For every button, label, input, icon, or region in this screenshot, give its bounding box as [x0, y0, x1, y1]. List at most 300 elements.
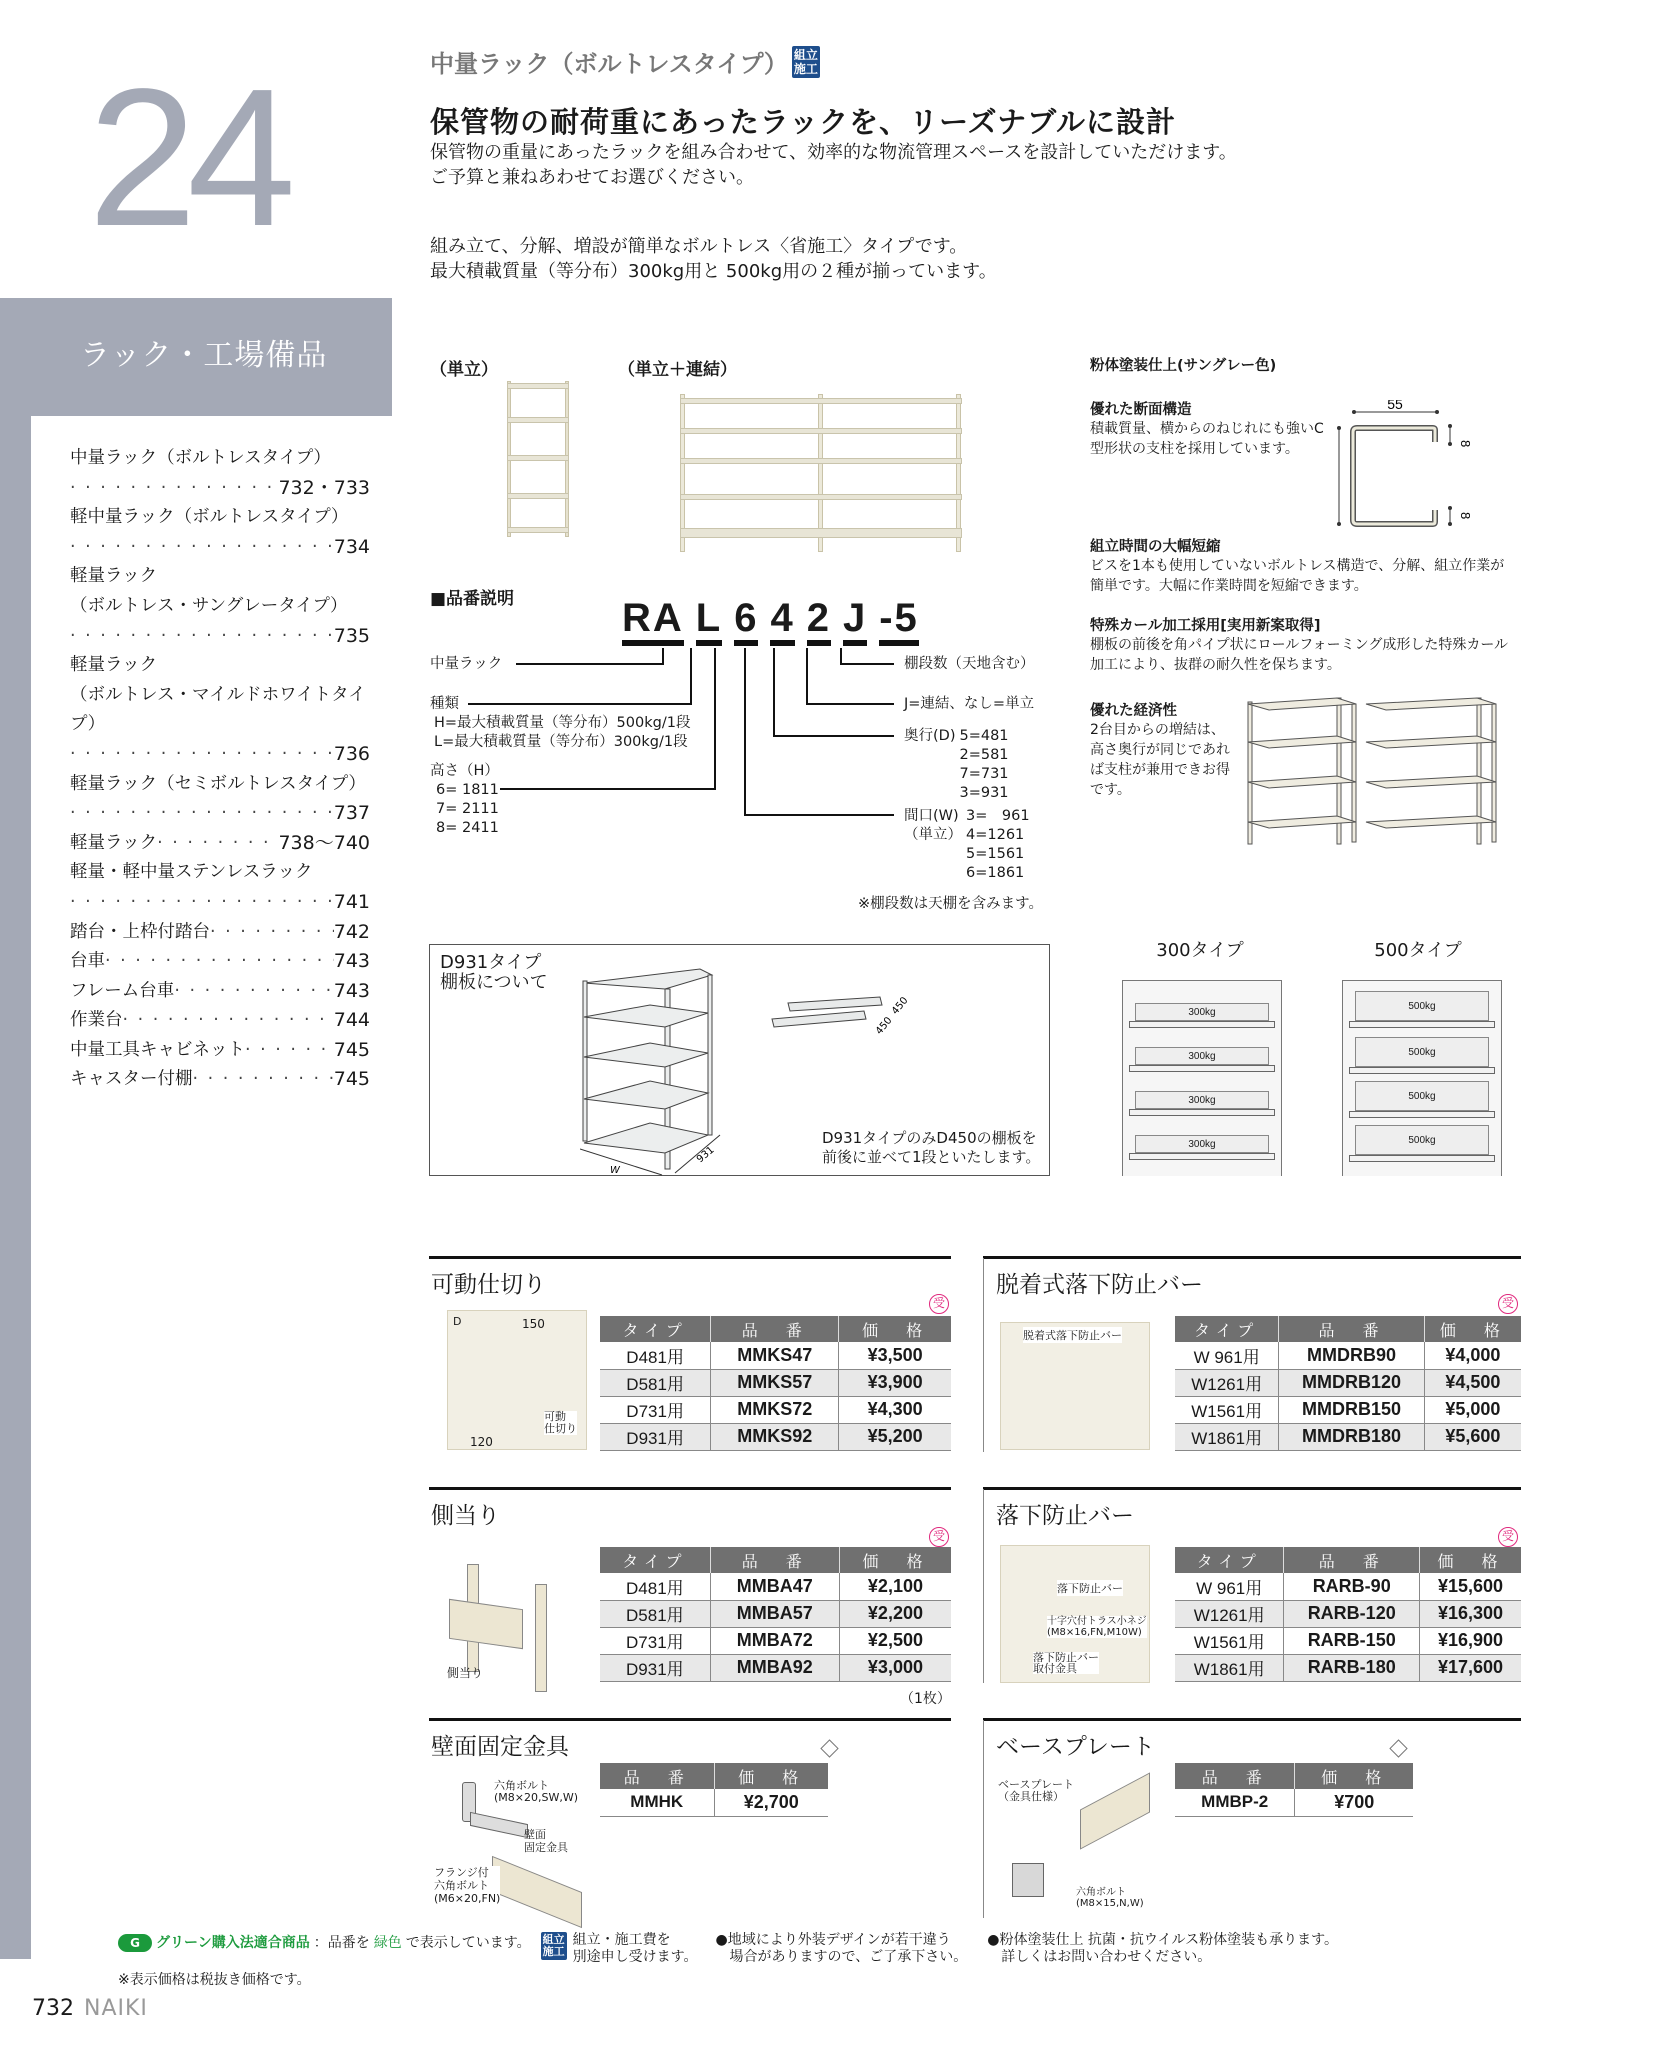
note-line: 組立・施工費を [572, 1932, 671, 1948]
cell-price: ¥5,000 [1424, 1396, 1521, 1423]
feature-text: ビスを1本も使用していないボルトレス構造で、分解、組立作業が簡単です。大幅に作業時間を短縮できます。 [1090, 558, 1505, 594]
lead-text-2 [430, 234, 997, 284]
callout [1076, 1887, 1144, 1909]
column-header-code: 品 番 [710, 1547, 839, 1573]
badge-line2: 施工 [542, 1945, 565, 1958]
section-title-removable-bar: 脱着式落下防止バー [996, 1272, 1203, 1298]
section-rule [983, 1256, 1521, 1259]
feature-title: 特殊カール加工採用[実用新案取得] [1090, 618, 1321, 634]
code-part: 6 [734, 598, 758, 646]
section-title-base-plate: ベースプレート [996, 1734, 1155, 1760]
section-rule [983, 1487, 1521, 1490]
shelf-board [1129, 1109, 1275, 1116]
column-header-code: 品 番 [1284, 1547, 1420, 1573]
cell-price: ¥2,200 [839, 1600, 951, 1627]
c-channel-diagram [1335, 400, 1475, 535]
width-option: 5=1561 [966, 846, 1025, 862]
photo-label-linked: （単立＋連結） [618, 360, 737, 380]
connector-line [500, 788, 716, 790]
callout [998, 1779, 1074, 1803]
table-row [1175, 1396, 1521, 1423]
d931-title [440, 953, 548, 993]
drop-bar-table [1175, 1547, 1521, 1682]
cell-price: ¥16,900 [1420, 1627, 1521, 1654]
photo-label-single: （単立） [430, 360, 498, 380]
connector-line [840, 663, 894, 665]
d931-title-line: 棚板について [440, 972, 548, 993]
toc-page: 743 [333, 979, 370, 1002]
cell-code: MMBA47 [710, 1573, 839, 1600]
diamond-mark-icon [1389, 1739, 1407, 1757]
toc-item[interactable] [70, 503, 370, 562]
cell-price: ¥4,000 [1424, 1342, 1521, 1369]
toc-title: 軽量ラック [70, 832, 158, 853]
toc-item[interactable] [70, 1006, 370, 1036]
code-part: 4 [770, 598, 794, 646]
green-word: 緑色 [373, 1934, 402, 1951]
leader-dots [70, 888, 334, 918]
feature-text: 積載質量、横からのねじれにも強いC型形状の支柱を採用しています。 [1090, 421, 1324, 457]
feature-item [1090, 699, 1230, 800]
order-mark-icon: 受 [929, 1294, 949, 1314]
partition-illustration [447, 1310, 587, 1450]
column-header-price: 価 格 [839, 1316, 951, 1342]
cell-price: ¥4,500 [1424, 1369, 1521, 1396]
depth-option: 2=581 [959, 747, 1009, 763]
diamond-mark-icon [820, 1739, 838, 1757]
toc-page: 734 [333, 535, 370, 558]
callout: 120 [470, 1435, 493, 1449]
green-label: グリーン購入法適合商品 [156, 1934, 310, 1951]
d931-dim-a: 450 [889, 995, 911, 1017]
toc-title: （ボルトレス・マイルドホワイトタイプ） [70, 684, 366, 735]
lead-line: ご予算と兼ねあわせてお選びください。 [430, 167, 754, 188]
callout-line: 固定金具 [524, 1841, 568, 1854]
table-row [600, 1342, 951, 1369]
leader-dots [70, 740, 334, 770]
headline: 保管物の耐荷重にあったラックを、リーズナブルに設計 [430, 105, 1176, 139]
coating-note [987, 1932, 1338, 1966]
series-name: 中量ラック（ボルトレスタイプ） [430, 50, 788, 78]
assembly-note [573, 1932, 698, 1966]
code-part: 2 [807, 598, 831, 646]
callout-line: （金具仕様） [998, 1790, 1064, 1803]
section-rule [983, 1718, 1521, 1721]
drop-bar-illustration [1000, 1545, 1150, 1683]
cell-code: MMKS72 [711, 1396, 839, 1423]
callout-line: 六角ボルト [434, 1879, 489, 1892]
callout-line: (M8×16,FN,M10W) [1047, 1627, 1142, 1638]
d931-dim-w: W [610, 1165, 620, 1176]
page-footer [32, 1996, 148, 2021]
d931-note-line: D931タイプのみD450の棚板を [822, 1129, 1037, 1147]
assembly-badge [541, 1932, 567, 1960]
toc-title: 軽量ラック [70, 566, 158, 587]
cell-code: MMKS47 [711, 1342, 839, 1369]
green-purchase-icon: G [118, 1934, 152, 1952]
feature-title: 組立時間の大幅短縮 [1090, 539, 1221, 555]
d931-note [822, 1129, 1040, 1167]
leader-dots [70, 622, 334, 652]
cell-code: MMHK [600, 1789, 714, 1816]
divider [983, 1258, 984, 1452]
footer-notes [118, 1932, 1338, 1966]
shelf-board [1349, 1021, 1495, 1028]
callout-line: (M8×20,SW,W) [494, 1791, 579, 1804]
column-header-code: 品 番 [711, 1316, 839, 1342]
removable-bar-table [1175, 1316, 1521, 1451]
base-plate-illustration [1000, 1775, 1150, 1915]
callout: 150 [522, 1317, 545, 1331]
toc-title: 中量工具キャビネット [70, 1039, 245, 1060]
cell-code: MMBP-2 [1175, 1789, 1295, 1816]
section-rule [429, 1718, 951, 1721]
connector-line [806, 703, 894, 705]
badge-line2: 施工 [793, 61, 818, 76]
depth-option: 7=731 [959, 766, 1009, 782]
section-title-wall-bracket: 壁面固定金具 [431, 1734, 569, 1760]
type-title: 種類 [430, 696, 459, 712]
toc-page: 745 [333, 1068, 370, 1091]
callout-line: 仕切り [544, 1422, 577, 1435]
cell-price: ¥3,900 [839, 1369, 951, 1396]
cell-code: RARB-120 [1284, 1600, 1420, 1627]
cell-type: W1561用 [1175, 1396, 1279, 1423]
callout [1047, 1616, 1147, 1638]
code-label-depth [904, 727, 1009, 803]
note-line: 詳しくはお問い合わせください。 [1001, 1949, 1212, 1965]
toc-item[interactable] [70, 1036, 370, 1066]
divider [983, 1720, 984, 1918]
column-header-type: タイプ [600, 1547, 710, 1573]
callout [1033, 1652, 1099, 1674]
cell-code: MMBA57 [710, 1600, 839, 1627]
column-header-type: タイプ [1175, 1316, 1279, 1342]
code-label-width [904, 807, 1030, 883]
cell-code: MMDRB180 [1279, 1423, 1424, 1450]
load-300-diagram [1122, 980, 1282, 1176]
depth-option: 3=931 [959, 785, 1009, 801]
section-rule [429, 1487, 951, 1490]
section-rule [429, 1256, 951, 1259]
toc-title: 軽量ラック [70, 655, 158, 676]
cell-type: D581用 [600, 1600, 710, 1627]
column-header-price: 価 格 [1295, 1763, 1413, 1789]
cell-type: W 961用 [1175, 1573, 1284, 1600]
side-guard-table [600, 1547, 951, 1682]
height-option: 8= 2411 [436, 820, 499, 836]
callout-line: (M8×15,N,W) [1076, 1898, 1144, 1909]
load-box: 300kg [1135, 1003, 1269, 1021]
column-header-price: 価 格 [1420, 1547, 1521, 1573]
load-box: 500kg [1355, 1081, 1489, 1111]
category-label: ラック・工場備品 [80, 338, 328, 373]
feature-item [1090, 398, 1330, 459]
leader-dots [174, 977, 333, 1007]
connector-line [714, 648, 716, 790]
note-line: ●粉体塗装仕上 抗菌・抗ウイルス粉体塗装も承ります。 [987, 1932, 1338, 1948]
shelf-board [1129, 1021, 1275, 1028]
badge-line1: 組立 [793, 47, 818, 62]
cell-code: MMDRB90 [1279, 1342, 1424, 1369]
width-title: 間口(W) [904, 808, 959, 824]
feature-title: 優れた断面構造 [1090, 402, 1192, 418]
table-row [600, 1423, 951, 1450]
toc-item[interactable] [70, 562, 370, 651]
table-row [1175, 1627, 1521, 1654]
tax-note: ※表示価格は税抜き価格です。 [118, 1972, 311, 1988]
leader-dots [105, 947, 334, 977]
leader-dots [70, 474, 278, 504]
cell-price: ¥5,200 [839, 1423, 951, 1450]
side-guard-illustration [447, 1558, 587, 1698]
removable-bar-illustration [1000, 1322, 1150, 1450]
assembly-badge [792, 46, 820, 78]
table-row [1175, 1369, 1521, 1396]
callout [434, 1866, 500, 1905]
toc-item[interactable] [70, 977, 370, 1007]
series-title [430, 44, 820, 79]
economy-rack-illustration [1244, 690, 1504, 850]
feature-text: 棚板の前後を角パイプ状にロールフォーミング成形した特殊カール加工により、抜群の耐久性を保ちます。 [1090, 637, 1509, 673]
cell-price: ¥5,600 [1424, 1423, 1521, 1450]
cell-code: MMKS57 [711, 1369, 839, 1396]
callout-line: 十字穴付トラス小ネジ [1047, 1616, 1147, 1627]
toc-title: 踏台・上枠付踏台 [70, 921, 210, 942]
page-number: 732 [32, 1996, 74, 2021]
table-row [1175, 1423, 1521, 1450]
dim-lip-bottom: 8 [1458, 512, 1473, 520]
cell-type: D731用 [600, 1396, 711, 1423]
connector-line [662, 648, 664, 665]
load-box: 500kg [1355, 991, 1489, 1021]
toc-item[interactable] [70, 444, 370, 503]
callout-line: フランジ付 [434, 1866, 489, 1879]
table-row [1175, 1600, 1521, 1627]
load-500-diagram [1342, 980, 1502, 1176]
wall-bracket-table [600, 1763, 828, 1817]
note-line: 場合がありますので、ご了承下さい。 [729, 1949, 968, 1965]
load-box: 300kg [1135, 1047, 1269, 1065]
load-box: 300kg [1135, 1091, 1269, 1109]
cell-type: D481用 [600, 1342, 711, 1369]
callout-line: 六角ボルト [494, 1779, 549, 1792]
depth-option: 5=481 [959, 728, 1009, 744]
callout: D [453, 1315, 462, 1328]
connector-line [744, 648, 746, 816]
toc-title: 軽量・軽中量ステンレスラック [70, 862, 313, 883]
toc-page: 743 [333, 950, 370, 973]
column-header-code: 品 番 [600, 1763, 714, 1789]
column-header-price: 価 格 [714, 1763, 828, 1789]
feature-item [1090, 535, 1510, 596]
type-h: H=最大積載質量（等分布）500kg/1段 [434, 715, 691, 731]
toc-item[interactable] [70, 770, 370, 829]
shelf-board [1129, 1153, 1275, 1160]
wall-bracket-illustration [432, 1774, 582, 1914]
column-header-code: 品 番 [1175, 1763, 1295, 1789]
d931-dim-depth: 931 [694, 1144, 717, 1166]
code-label-series: 中量ラック [430, 656, 503, 672]
connector-line [516, 663, 664, 665]
toc-page: 738〜740 [278, 831, 370, 854]
column-header-code: 品 番 [1279, 1316, 1424, 1342]
leader-dots [157, 829, 278, 859]
dim-lip-top: 8 [1458, 440, 1473, 448]
toc-item[interactable] [70, 918, 370, 948]
toc-item[interactable] [70, 1065, 370, 1095]
lead-text [430, 140, 1237, 190]
cell-code: RARB-90 [1284, 1573, 1420, 1600]
table-row [600, 1369, 951, 1396]
feature-item [1090, 614, 1510, 675]
green-text: ：品番を [313, 1934, 370, 1951]
table-row [600, 1789, 828, 1816]
note-line: ●地域により外装デザインが若干違う [715, 1932, 951, 1948]
cell-price: ¥2,700 [714, 1789, 828, 1816]
code-label-height [430, 762, 499, 838]
brand-name: NAIKI [84, 1996, 148, 2021]
table-row [600, 1396, 951, 1423]
single-rack-photo [507, 381, 569, 537]
table-row [600, 1600, 951, 1627]
toc-page: 735 [333, 624, 370, 647]
section-title-side-guard: 側当り [431, 1503, 500, 1529]
badge-line1: 組立 [542, 1933, 565, 1946]
table-row [1175, 1789, 1413, 1816]
width-sub: （単立） [904, 827, 962, 843]
callout [544, 1411, 577, 1435]
column-header-price: 価 格 [1424, 1316, 1521, 1342]
width-option: 6=1861 [966, 865, 1025, 881]
d931-note-line: 前後に並べて1段といたします。 [822, 1148, 1041, 1166]
shelf-board [1349, 1067, 1495, 1074]
dim-width: 55 [1387, 400, 1403, 412]
toc-title: 軽中量ラック（ボルトレスタイプ） [70, 507, 349, 528]
callout: 脱着式落下防止バー [1023, 1329, 1122, 1342]
model-code-heading: ■品番説明 [430, 589, 515, 609]
feature-text: 2台目からの増結は、高さ奥行が同じであれば支柱が兼用できお得です。 [1090, 722, 1230, 798]
column-header-type: タイプ [600, 1316, 711, 1342]
width-option: 4=1261 [966, 827, 1025, 843]
lead-line: 組み立て、分解、増設が簡単なボルトレス〈省施工〉タイプです。 [430, 236, 968, 257]
toc-title: キャスター付棚 [70, 1069, 193, 1090]
base-plate-table [1175, 1763, 1413, 1817]
type-l: L=最大積載質量（等分布）300kg/1段 [434, 734, 688, 750]
callout [494, 1780, 578, 1804]
cell-type: D931用 [600, 1654, 710, 1681]
cell-price: ¥700 [1295, 1789, 1413, 1816]
toc-item[interactable] [70, 651, 370, 769]
callout-line: (M6×20,FN) [434, 1892, 501, 1905]
code-note: ※棚段数は天棚を含みます。 [858, 896, 1043, 912]
partition-table [600, 1316, 951, 1451]
d450-shelf-boards [768, 993, 938, 1063]
leader-dots [193, 1065, 334, 1095]
cell-type: W1561用 [1175, 1627, 1284, 1654]
callout [524, 1828, 568, 1854]
toc-title: 台車 [70, 951, 105, 972]
model-code [622, 598, 919, 646]
toc-item[interactable] [70, 947, 370, 977]
code-label-joint: J=連結、なし=単立 [904, 696, 1035, 712]
section-title-partition: 可動仕切り [431, 1272, 546, 1298]
order-mark-icon: 受 [1498, 1527, 1518, 1547]
cell-price: ¥16,300 [1420, 1600, 1521, 1627]
toc-title: 中量ラック（ボルトレスタイプ） [70, 448, 331, 468]
shelf-board [1349, 1111, 1495, 1118]
connector-line [806, 648, 808, 705]
cell-code: MMDRB150 [1279, 1396, 1424, 1423]
code-part: L [696, 598, 722, 646]
cell-type: W 961用 [1175, 1342, 1279, 1369]
callout-line: 可動 [544, 1410, 566, 1423]
toc-page: 744 [333, 1009, 370, 1032]
depth-title: 奥行(D) [904, 728, 956, 744]
chapter-number: 24 [88, 48, 287, 267]
code-part: RA [622, 598, 684, 646]
table-row [1175, 1654, 1521, 1681]
toc-item[interactable] [70, 858, 370, 917]
d931-title-line: D931タイプ [440, 952, 542, 973]
code-part: J [843, 598, 867, 646]
cell-type: W1861用 [1175, 1423, 1279, 1450]
cell-type: D581用 [600, 1369, 711, 1396]
leader-dots [70, 533, 334, 563]
d931-shelf-box [429, 944, 1050, 1176]
toc-page: 741 [333, 890, 370, 913]
green-note [118, 1932, 531, 1952]
toc-page: 745 [333, 1038, 370, 1061]
table-row [600, 1573, 951, 1600]
sidebar-strip [0, 416, 31, 1959]
connector-line [773, 735, 894, 737]
finish-title: 粉体塗装仕上(サングレー色) [1090, 358, 1277, 374]
cell-code: MMBA72 [710, 1627, 839, 1654]
cell-type: W1861用 [1175, 1654, 1284, 1681]
table-row [600, 1654, 951, 1681]
leader-dots [245, 1036, 334, 1066]
height-option: 7= 2111 [436, 801, 499, 817]
connector-line [773, 648, 775, 737]
toc-item[interactable] [70, 829, 370, 859]
lead-line: 最大積載質量（等分布）300kg用と 500kg用の２種が揃っています。 [430, 261, 997, 282]
cell-code: MMDRB120 [1279, 1369, 1424, 1396]
height-title: 高さ（H） [430, 763, 499, 779]
cell-price: ¥15,600 [1420, 1573, 1521, 1600]
callout-line: 壁面 [524, 1828, 546, 1841]
cell-price: ¥2,500 [839, 1627, 951, 1654]
toc-page: 737 [333, 802, 370, 825]
side-guard-note: （1枚） [900, 1691, 951, 1707]
callout-line: 六角ボルト [1076, 1887, 1126, 1898]
cell-type: W1261用 [1175, 1369, 1279, 1396]
toc-title: 作業台 [70, 1010, 123, 1031]
order-mark-icon: 受 [1498, 1294, 1518, 1314]
leader-dots [210, 918, 334, 948]
toc-page: 742 [333, 920, 370, 943]
cell-code: RARB-150 [1284, 1627, 1420, 1654]
load-box: 500kg [1355, 1037, 1489, 1067]
cell-code: RARB-180 [1284, 1654, 1420, 1681]
table-row [600, 1627, 951, 1654]
shelf-board [1129, 1065, 1275, 1072]
toc-title: （ボルトレス・サングレータイプ） [70, 595, 348, 616]
toc-title: 軽量ラック（セミボルトレスタイプ） [70, 773, 366, 794]
cell-type: D731用 [600, 1627, 710, 1654]
table-of-contents [70, 444, 370, 1095]
width-option: 3= 961 [966, 808, 1030, 824]
